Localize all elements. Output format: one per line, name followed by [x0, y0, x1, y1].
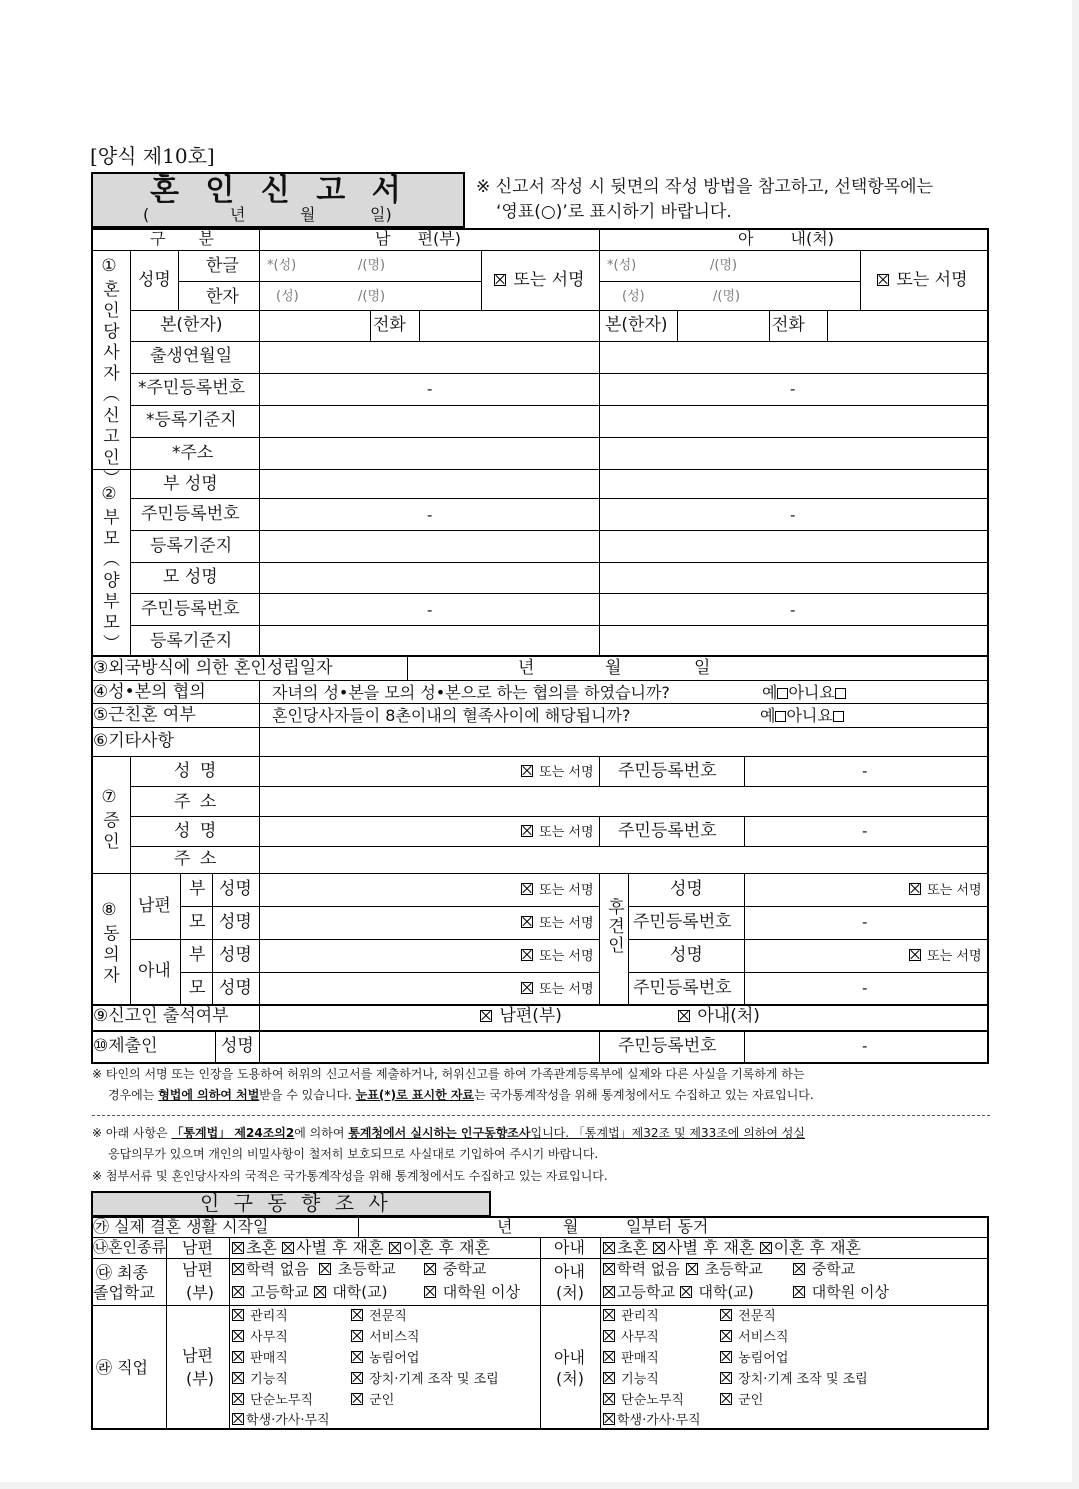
checkbox-icon[interactable]	[232, 1393, 244, 1405]
survey-start-month[interactable]: 월	[563, 1217, 579, 1236]
checkbox-icon[interactable]	[232, 1242, 244, 1254]
survey-edu-wife-b: (처)	[556, 1283, 584, 1302]
section1-label: ①혼인당사자︵신고인︶	[99, 256, 119, 490]
survey-edu-wife-row1b[interactable]: 초등학교	[686, 1262, 763, 1277]
husband-job-left-1[interactable]: 사무직	[232, 1330, 288, 1344]
survey-edu-husband-row1b[interactable]: 초등학교	[319, 1262, 396, 1277]
date-day: 일)	[370, 205, 392, 224]
reg-label: *등록기준지	[146, 410, 237, 430]
father-rrn-label: 주민등록번호	[141, 504, 240, 524]
notice-1-line-1: ※ 타인의 서명 또는 인장을 도용하여 허위의 신고서를 제출하거나, 허위신고를 하여 가족관계등록부에 실제와 다른 사실을 기록하게 하는	[92, 1067, 805, 1081]
checkbox-icon[interactable]	[603, 1330, 615, 1342]
witness2-rrn-label: 주민등록번호	[618, 821, 717, 841]
survey-type-husband-options[interactable]: 초혼 사별 후 재혼 이혼 후 재혼	[232, 1240, 490, 1256]
surname-agreement-options[interactable]: 예 아니요	[762, 685, 846, 701]
guardian1-rrn-dash[interactable]: -	[862, 913, 868, 931]
checkbox-icon[interactable]	[232, 1351, 244, 1363]
section2-label: ②부모︵양부모︶	[99, 484, 119, 655]
marriage-year[interactable]: 년	[518, 658, 535, 678]
survey-edu-label-2: 졸업학교	[93, 1283, 155, 1302]
submitter-rrn-label: 주민등록번호	[618, 1036, 717, 1056]
father-name-label: 부 성명	[163, 474, 218, 494]
seal-icon	[877, 274, 889, 286]
husband-job-right-4[interactable]: 군인	[351, 1393, 394, 1407]
seal-icon	[521, 765, 533, 777]
husband-rrn-dash[interactable]: -	[427, 380, 433, 398]
husband-job-left-0[interactable]: 관리직	[232, 1309, 288, 1323]
survey-type-husband: 남편	[182, 1238, 213, 1257]
witness1-rrn-dash[interactable]: -	[862, 762, 868, 780]
wife-job-right-0[interactable]: 전문직	[720, 1309, 776, 1323]
guardian1-seal[interactable]: 또는 서명	[909, 883, 982, 897]
checkbox-icon[interactable]	[351, 1393, 363, 1405]
husband-surname-hanja-hint[interactable]: (성)	[276, 289, 299, 304]
checkbox-icon[interactable]	[720, 1351, 732, 1363]
consent-hm-name-label: 성명	[219, 912, 252, 932]
seal-icon	[521, 825, 533, 837]
wife-phone-label: 전화	[772, 315, 805, 335]
wife-job-right-3[interactable]: 장치·기계 조작 및 조립	[720, 1372, 868, 1386]
seal-icon	[909, 949, 921, 961]
husband-given-hanja-hint[interactable]: /(명)	[358, 289, 386, 304]
checkbox-icon[interactable]	[720, 1309, 732, 1321]
wife-job-right-2[interactable]: 농림어업	[720, 1351, 788, 1365]
form-number: [양식 제10호]	[90, 144, 215, 168]
checkbox-icon[interactable]	[232, 1330, 244, 1342]
survey-start-suffix: 일부터 동거	[626, 1217, 709, 1236]
col-header-wife: 아 내(처)	[738, 229, 834, 248]
consent-hf-name-label: 성명	[219, 879, 252, 899]
date-open: (	[143, 205, 150, 224]
hanja-label: 한자	[206, 287, 239, 307]
survey-edu-husband-row1c[interactable]: 중학교	[424, 1262, 486, 1277]
checkbox-icon[interactable]	[603, 1286, 615, 1298]
husband-job-right-0[interactable]: 전문직	[351, 1309, 407, 1323]
husband-job-right-2[interactable]: 농림어업	[351, 1351, 419, 1365]
name-label: 성명	[138, 270, 171, 290]
guardian2-rrn-dash[interactable]: -	[862, 979, 868, 997]
survey-start-label: ㉮ 실제 결혼 생활 시작일	[93, 1217, 269, 1236]
survey-edu-wife-row1c[interactable]: 중학교	[793, 1262, 855, 1277]
husband-job-left-4[interactable]: 단순노무직	[232, 1393, 313, 1407]
col-header-gubun: 구 분	[150, 229, 228, 248]
checkbox-icon[interactable]	[720, 1372, 732, 1384]
checkbox-icon[interactable]	[603, 1413, 615, 1425]
consent-wm-label: 모	[189, 978, 206, 998]
husband-job-left-3[interactable]: 기능직	[232, 1372, 288, 1386]
husband-seal[interactable]: 또는 서명	[494, 272, 585, 289]
witness1-name-label: 성 명	[174, 761, 219, 781]
bon-label: 본(한자)	[160, 315, 223, 335]
section9-label: ⑨신고인 출석여부	[93, 1006, 229, 1026]
guardian1-rrn-label: 주민등록번호	[633, 912, 732, 932]
wife-job-left-1[interactable]: 사무직	[603, 1330, 659, 1344]
consent-wf-name-label: 성명	[219, 945, 252, 965]
witness2-rrn-dash[interactable]: -	[862, 822, 868, 840]
checkbox-icon[interactable]	[686, 1263, 698, 1275]
wife-given-hanja-hint[interactable]: /(명)	[713, 289, 741, 304]
survey-job-husband: 남편	[182, 1346, 213, 1365]
checkbox-icon[interactable]	[232, 1263, 244, 1275]
consent-hf-label: 부	[189, 879, 206, 899]
checkbox-icon[interactable]	[793, 1263, 805, 1275]
consent-wife-label: 아내	[138, 961, 171, 981]
wife-seal[interactable]: 또는 서명	[877, 272, 968, 289]
wife-bon-label: 본(한자)	[605, 315, 668, 335]
witness2-name-label: 성 명	[174, 821, 219, 841]
mother-rrn-label: 주민등록번호	[141, 599, 240, 619]
checkbox-icon[interactable]	[760, 1242, 772, 1254]
wife-job-left-3[interactable]: 기능직	[603, 1372, 659, 1386]
father-husband-rrn-dash[interactable]: -	[427, 506, 433, 524]
checkbox-icon[interactable]	[720, 1393, 732, 1405]
notice-2-line-2: 응답의무가 있으며 개인의 비밀사항이 철저히 보호되므로 사실대로 기입하여 주시기 바랍니다.	[108, 1147, 599, 1161]
top-note-2: ‘영표(○)’로 표시하기 바랍니다.	[496, 202, 732, 222]
wife-job-right-4[interactable]: 군인	[720, 1393, 763, 1407]
marriage-month[interactable]: 월	[605, 658, 622, 678]
checkbox-icon	[480, 1010, 492, 1022]
section3-label: ③외국방식에 의한 혼인성립일자	[93, 658, 333, 678]
notice-2-line-1: ※ 아래 사항은 「통계법」 제24조의2에 의하여 통계청에서 실시하는 인구동향조사입니다. 「통계법」제32조 및 제33조에 의하여 성실	[92, 1126, 805, 1140]
yes-checkbox[interactable]	[777, 688, 788, 699]
checkbox-icon[interactable]	[603, 1393, 615, 1405]
checkbox-icon[interactable]	[389, 1242, 401, 1254]
notice-2-line-3: ※ 첨부서류 및 혼인당사자의 국적은 국가통계작성을 위해 통계청에서도 수집하고 있는 자료입니다.	[92, 1169, 608, 1183]
seal-icon	[521, 949, 533, 961]
checkbox-icon[interactable]	[232, 1286, 244, 1298]
wife-rrn-dash[interactable]: -	[790, 380, 796, 398]
checkbox-icon[interactable]	[603, 1242, 615, 1254]
wife-job-right-1[interactable]: 서비스직	[720, 1330, 788, 1344]
checkbox-icon[interactable]	[314, 1286, 326, 1298]
survey-edu-husband-row2[interactable]: 고등학교 대학(교)	[232, 1285, 388, 1300]
survey-edu-wife-row2[interactable]: 고등학교 대학(교)	[603, 1285, 754, 1300]
wife-job-left-0[interactable]: 관리직	[603, 1309, 659, 1323]
consent-hm-seal[interactable]: 또는 서명	[521, 916, 594, 930]
marriage-day[interactable]: 일	[694, 658, 711, 678]
rrn-label: *주민등록번호	[138, 378, 246, 398]
surname-agreement-question: 자녀의 성•본을 모의 성•본으로 하는 협의를 하였습니까?	[272, 683, 670, 702]
hangul-label: 한글	[206, 256, 239, 276]
checkbox-icon[interactable]	[793, 1286, 805, 1298]
section5-label: ⑤근친혼 여부	[93, 705, 196, 725]
husband-job-student[interactable]: 학생·가사·무직	[232, 1413, 330, 1427]
consent-wm-name-label: 성명	[219, 978, 252, 998]
guardian-label: 후견인	[604, 898, 624, 955]
checkbox-icon[interactable]	[603, 1372, 615, 1384]
yes-checkbox[interactable]	[775, 711, 786, 722]
survey-job-wife: 아내	[554, 1348, 585, 1367]
survey-start-year[interactable]: 년	[497, 1217, 513, 1236]
section6-label: ⑥기타사항	[93, 731, 174, 751]
consent-wm-seal[interactable]: 또는 서명	[521, 982, 594, 996]
notice-1-line-2: 경우에는 형법에 의하여 처벌받을 수 있습니다. 눈표(*)로 표시한 자료는 국가통계작성을 위해 통계청에서도 수집하고 있는 자료입니다.	[108, 1088, 814, 1102]
survey-edu-husband-row1[interactable]: 학력 없음	[232, 1262, 309, 1277]
seal-icon	[521, 883, 533, 895]
wife-given-hint[interactable]: /(명)	[710, 258, 738, 273]
wife-job-student[interactable]: 학생·가사·무직	[603, 1413, 701, 1427]
survey-edu-wife-row1[interactable]: 학력 없음	[603, 1262, 680, 1277]
survey-edu-label-1: ㉰ 최종	[96, 1263, 148, 1282]
consent-wf-label: 부	[189, 945, 206, 965]
survey-job-husband-b: (부)	[186, 1369, 214, 1388]
addr-label: *주소	[172, 443, 214, 463]
mother-name-label: 모 성명	[163, 567, 218, 587]
checkbox-icon[interactable]	[680, 1286, 692, 1298]
father-wife-rrn-dash[interactable]: -	[790, 506, 796, 524]
mother-reg-label: 등록기준지	[150, 631, 233, 651]
survey-edu-husband-row2c[interactable]: 대학원 이상	[424, 1285, 520, 1300]
consent-husband-label: 남편	[138, 896, 171, 916]
date-month: 월	[300, 205, 316, 224]
date-year: 년	[230, 205, 246, 224]
witness1-rrn-label: 주민등록번호	[618, 761, 717, 781]
wife-job-left-4[interactable]: 단순노무직	[603, 1393, 684, 1407]
survey-job-label: ㉱ 직업	[96, 1358, 148, 1377]
husband-job-right-3[interactable]: 장치·기계 조작 및 조립	[351, 1372, 499, 1386]
checkbox-icon[interactable]	[720, 1330, 732, 1342]
checkbox-icon[interactable]	[603, 1263, 615, 1275]
mother-husband-rrn-dash[interactable]: -	[427, 601, 433, 619]
mother-wife-rrn-dash[interactable]: -	[790, 601, 796, 619]
seal-icon	[521, 982, 533, 994]
seal-icon	[494, 274, 506, 286]
checkbox-icon[interactable]	[232, 1372, 244, 1384]
top-note-1: ※ 신고서 작성 시 뒷면의 작성 방법을 참고하고, 선택항목에는	[476, 177, 934, 197]
witness2-addr-label: 주 소	[174, 849, 219, 869]
witness1-seal[interactable]: 또는 서명	[521, 765, 594, 779]
consent-hf-seal[interactable]: 또는 서명	[521, 883, 594, 897]
husband-job-right-1[interactable]: 서비스직	[351, 1330, 419, 1344]
seal-icon	[909, 883, 921, 895]
guardian2-rrn-label: 주민등록번호	[633, 978, 732, 998]
survey-type-wife: 아내	[554, 1238, 585, 1257]
survey-edu-husband: 남편	[182, 1260, 213, 1279]
checkbox-icon[interactable]	[232, 1413, 244, 1425]
guardian2-seal[interactable]: 또는 서명	[909, 949, 982, 963]
survey-edu-wife: 아내	[554, 1262, 585, 1281]
father-reg-label: 등록기준지	[150, 536, 233, 556]
survey-edu-wife-row2c[interactable]: 대학원 이상	[793, 1285, 889, 1300]
consent-hm-label: 모	[189, 912, 206, 932]
husband-job-left-2[interactable]: 판매직	[232, 1351, 288, 1365]
guardian2-name-label: 성명	[670, 945, 703, 965]
form-title: 혼 인 신 고 서	[150, 173, 409, 208]
attend-husband[interactable]: 남편(부)	[480, 1008, 562, 1025]
no-checkbox[interactable]	[833, 711, 844, 722]
wife-surname-hanja-hint[interactable]: (성)	[622, 289, 645, 304]
checkbox-icon[interactable]	[603, 1309, 615, 1321]
checkbox-icon[interactable]	[319, 1263, 331, 1275]
submitter-rrn-dash[interactable]: -	[862, 1037, 868, 1055]
consanguinity-question: 혼인당사자들이 8촌이내의 혈족사이에 해당됩니까?	[272, 706, 631, 725]
husband-surname-hint[interactable]: *(성)	[267, 258, 297, 273]
attend-wife[interactable]: 아내(처)	[678, 1008, 760, 1025]
checkbox-icon	[678, 1010, 690, 1022]
submitter-name-label: 성명	[221, 1036, 254, 1056]
checkbox-icon[interactable]	[424, 1263, 436, 1275]
witness2-seal[interactable]: 또는 서명	[521, 825, 594, 839]
seal-icon	[521, 916, 533, 928]
consanguinity-options[interactable]: 예 아니요	[760, 708, 844, 724]
checkbox-icon[interactable]	[603, 1351, 615, 1363]
section8-label: ⑧동의자	[99, 900, 119, 987]
checkbox-icon[interactable]	[424, 1286, 436, 1298]
husband-phone-label: 전화	[373, 315, 406, 335]
consent-wf-seal[interactable]: 또는 서명	[521, 949, 594, 963]
checkbox-icon[interactable]	[351, 1372, 363, 1384]
birth-label: 출생연월일	[150, 346, 233, 366]
checkbox-icon[interactable]	[653, 1242, 665, 1254]
section4-label: ④성•본의 협의	[93, 682, 206, 702]
checkbox-icon[interactable]	[351, 1309, 363, 1321]
survey-edu-husband-b: (부)	[186, 1283, 214, 1302]
survey-title: 인 구 동 향 조 사	[200, 1191, 392, 1215]
survey-type-wife-options[interactable]: 초혼 사별 후 재혼 이혼 후 재혼	[603, 1240, 861, 1256]
checkbox-icon[interactable]	[351, 1330, 363, 1342]
husband-given-hint[interactable]: /(명)	[358, 258, 386, 273]
checkbox-icon[interactable]	[282, 1242, 294, 1254]
witness1-addr-label: 주 소	[174, 792, 219, 812]
checkbox-icon[interactable]	[351, 1351, 363, 1363]
survey-type-label: ㉯혼인종류	[93, 1238, 166, 1256]
wife-surname-hint[interactable]: *(성)	[607, 258, 637, 273]
guardian1-name-label: 성명	[670, 879, 703, 899]
survey-job-wife-b: (처)	[556, 1369, 584, 1388]
col-header-husband: 남 편(부)	[375, 229, 461, 248]
section10-label: ⑩제출인	[93, 1036, 158, 1056]
section7-label: ⑦증인	[99, 787, 119, 853]
wife-job-left-2[interactable]: 판매직	[603, 1351, 659, 1365]
no-checkbox[interactable]	[835, 688, 846, 699]
checkbox-icon[interactable]	[232, 1309, 244, 1321]
